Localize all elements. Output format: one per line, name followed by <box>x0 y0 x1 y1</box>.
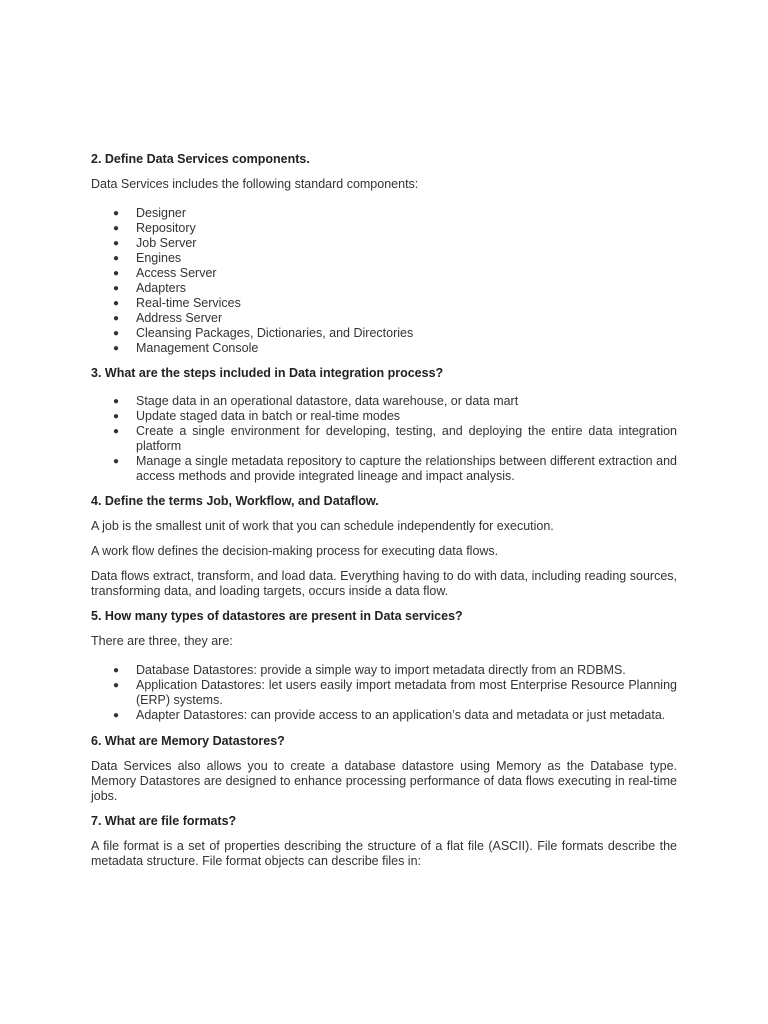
bullet-icon: ● <box>113 208 120 219</box>
section-7-paragraph: A file format is a set of properties describing the structure of a flat file (ASCII). File formats describe the metadata structure. File format objects can describe files in: <box>91 839 677 868</box>
list-item: ● Create a single environment for developing, testing, and deploying the entire data integration platform <box>113 424 677 453</box>
section-5-intro: There are three, they are: <box>91 634 233 648</box>
bullet-icon: ● <box>113 665 120 676</box>
section-4-paragraph-workflow: A work flow defines the decision-making process for executing data flows. <box>91 544 499 558</box>
section-6-heading: 6. What are Memory Datastores? <box>91 734 285 748</box>
bullet-icon: ● <box>113 396 120 407</box>
section-4-paragraph-job: A job is the smallest unit of work that you can schedule independently for execution. <box>91 519 554 533</box>
bullet-icon: ● <box>113 313 120 324</box>
list-item: ● Stage data in an operational datastore, data warehouse, or data mart <box>113 394 519 408</box>
list-item: ● Adapters <box>113 281 187 295</box>
list-item: ● Job Server <box>113 236 197 250</box>
bullet-icon: ● <box>113 223 120 234</box>
section-5-list <box>91 663 677 723</box>
list-item: ● Management Console <box>113 341 259 355</box>
bullet-icon: ● <box>113 343 120 354</box>
bullet-icon: ● <box>113 456 120 467</box>
list-item: ● Real-time Services <box>113 296 241 310</box>
section-3-list <box>91 394 677 484</box>
section-3-heading: 3. What are the steps included in Data integration process? <box>91 366 444 380</box>
bullet-icon: ● <box>113 283 120 294</box>
section-4-heading: 4. Define the terms Job, Workflow, and Dataflow. <box>91 494 379 508</box>
bullet-icon: ● <box>113 426 120 437</box>
section-2-intro: Data Services includes the following standard components: <box>91 177 419 191</box>
bullet-icon: ● <box>113 238 120 249</box>
bullet-icon: ● <box>113 710 120 721</box>
bullet-icon: ● <box>113 411 120 422</box>
section-2-heading: 2. Define Data Services components. <box>91 152 310 166</box>
list-item: ● Update staged data in batch or real-time modes <box>113 409 401 423</box>
section-5-heading: 5. How many types of datastores are present in Data services? <box>91 609 463 623</box>
document-content <box>91 152 677 869</box>
section-6-paragraph: Data Services also allows you to create a database datastore using Memory as the Database type. Memory Datastores are designed to enhance processing performance of data flows executing in real-time jobs. <box>91 759 677 803</box>
list-item: ● Application Datastores: let users easily import metadata from most Enterprise Resource Planning (ERP) systems. <box>113 678 677 707</box>
section-7-heading: 7. What are file formats? <box>91 814 237 828</box>
bullet-icon: ● <box>113 680 120 691</box>
list-item: ● Access Server <box>113 266 217 280</box>
bullet-icon: ● <box>113 328 120 339</box>
list-item: ● Designer <box>113 206 187 220</box>
list-item: ● Address Server <box>113 311 223 325</box>
list-item: ● Database Datastores: provide a simple way to import metadata directly from an RDBMS. <box>113 663 626 677</box>
bullet-icon: ● <box>113 253 120 264</box>
list-item: ● Manage a single metadata repository to capture the relationships between different extraction and access methods and provide integrated lineage and impact analysis. <box>113 454 677 483</box>
bullet-icon: ● <box>113 298 120 309</box>
list-item: ● Cleansing Packages, Dictionaries, and Directories <box>113 326 414 340</box>
section-2-list <box>91 206 677 356</box>
list-item: ● Adapter Datastores: can provide access to an application’s data and metadata or just metadata. <box>113 708 666 722</box>
list-item: ● Repository <box>113 221 196 235</box>
bullet-icon: ● <box>113 268 120 279</box>
section-4-paragraph-dataflow: Data flows extract, transform, and load data. Everything having to do with data, including reading sources, transforming data, and loading targets, occurs inside a data flow. <box>91 569 677 598</box>
list-item: ● Engines <box>113 251 182 265</box>
